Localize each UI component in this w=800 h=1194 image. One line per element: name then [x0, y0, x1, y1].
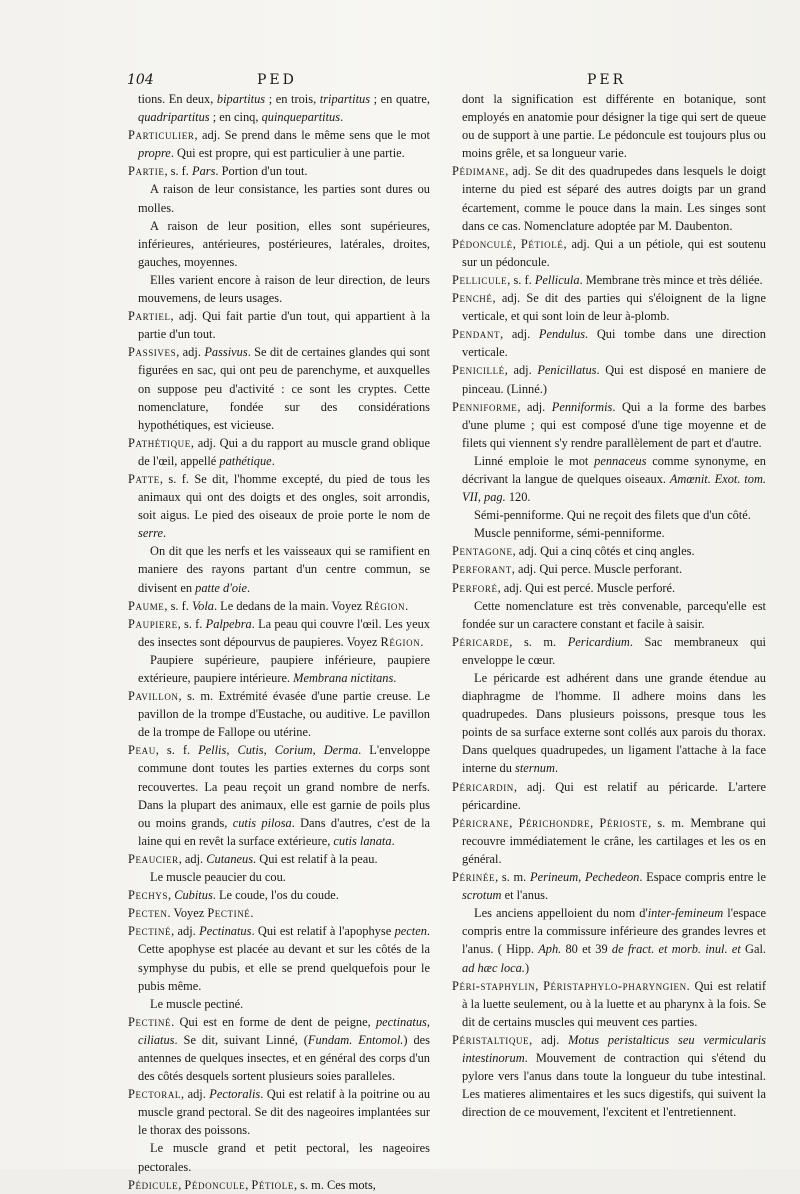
dictionary-entry: Perforant, adj. Qui perce. Muscle perforant.	[452, 562, 683, 577]
dictionary-entry: Linné emploie le mot pennaceus comme synonyme, en décrivant la langue de quelques oiseaux. Amœnit. Exot. tom. VII, pag. 120.	[462, 453, 766, 505]
dictionary-entry: Passives, adj. Passivus. Se dit de certaines glandes qui sont figurées en sac, qui ont peu de parenchyme, et auxquelles on suppose peu d'activité : ce sont les cryptes. Cette nomenclature, fondée sur des considérations hypothétiques, est vicieuse.	[128, 345, 431, 432]
dictionary-entry: Le péricarde est adhérent dans une grande étendue au diaphragme de l'homme. Il adhere moins dans les quadrupedes. Dans plusieurs poissons, presque tous les points de sa surface externe sont collés aux parois du thorax. Dans quelques quadrupedes, un ligament l'attache à la face interne du sternum.	[462, 671, 766, 776]
running-head-right: PER	[587, 72, 627, 88]
dictionary-entry: Paupiere supérieure, paupiere inférieure, paupiere extérieure, paupiere intérieure. Membrana nictitans.	[138, 652, 430, 685]
dictionary-entry: Périnée, s. m. Perineum, Pechedeon. Espace compris entre le scrotum et l'anus.	[452, 870, 767, 903]
dictionary-entry: Paume, s. f. Vola. Le dedans de la main. Voyez Région.	[128, 598, 409, 613]
dictionary-entry: Pédonculé, Pétiolé, adj. Qui a un pétiole, qui est soutenu sur un pédoncule.	[452, 236, 766, 269]
right-column	[452, 90, 766, 1121]
dictionary-entry: Sémi-penniforme. Qui ne reçoit des filets que d'un côté.	[474, 508, 751, 523]
dictionary-entry: Pendant, adj. Pendulus. Qui tombe dans une direction verticale.	[452, 327, 766, 360]
dictionary-entry: Muscle penniforme, sémi-penniforme.	[474, 526, 665, 541]
dictionary-entry: Penniforme, adj. Penniformis. Qui a la forme des barbes d'une plume ; qui est composé d'une tige moyenne et de filets qui viennent s'y rendre parallèlement de part et d'autre.	[452, 399, 767, 450]
dictionary-entry: Péristaltique, adj. Motus peristalticus seu vermicularis intestinorum. Mouvement de contraction qui s'étend du pylore vers l'anus dans toute la longueur du tube intestinal. Les matieres alimentaires et les sucs digestifs, qui suivent la direction de ce mouvement, l'excitent et l'entretiennent.	[452, 1032, 766, 1120]
dictionary-entry: Particulier, adj. Se prend dans le même sens que le mot propre. Qui est propre, qui est particulier à une partie.	[128, 128, 430, 161]
left-column	[128, 90, 430, 1194]
dictionary-entry: Pathétique, adj. Qui a du rapport au muscle grand oblique de l'œil, appellé pathétique.	[128, 435, 430, 468]
dictionary-entry: Elles varient encore à raison de leur direction, de leurs mouvemens, de leurs usages.	[138, 272, 430, 306]
dictionary-entry: Pechys, Cubitus. Le coude, l'os du coude.	[128, 888, 339, 903]
running-head-left: PED	[257, 72, 297, 88]
dictionary-entry: Pectoral, adj. Pectoralis. Qui est relatif à la poitrine ou au muscle grand pectoral. Se dit des nageoires implantées sur le thorax des poissons.	[128, 1087, 431, 1138]
dictionary-entry: Le muscle grand et petit pectoral, les nageoires pectorales.	[138, 1141, 430, 1174]
dictionary-entry: Perforé, adj. Qui est percé. Muscle perforé.	[452, 580, 676, 595]
dictionary-entry: A raison de leur position, elles sont supérieures, inférieures, antérieures, postérieures, latérales, droites, gauches, moyennes.	[138, 218, 430, 269]
dictionary-entry: Pavillon, s. m. Extrémité évasée d'une partie creuse. Le pavillon de la trompe d'Eustache, ou auditive. Le pavillon de la trompe de Fallope ou utérine.	[128, 689, 430, 740]
dictionary-entry: dont la signification est différente en botanique, sont employés en anatomie pour désigner la tige qui sert de queue ou de support à une partie. Le pédoncule est toujours plus ou moins grêle, et sa longueur varie.	[462, 92, 766, 161]
dictionary-entry: Pédicule, Pédoncule, Pétiole, s. m. Ces mots,	[128, 1177, 376, 1192]
dictionary-entry: Pectiné, adj. Pectinatus. Qui est relatif à l'apophyse pecten. Cette apophyse est placée au devant et sur les côtés de la symphyse du pubis, et elle se prend quelquefois pour le pubis même.	[128, 924, 431, 993]
dictionary-entry: Pédimane, adj. Se dit des quadrupedes dans lesquels le doigt interne du pied est séparé des autres doigts par un grand écartement, comme le pouce dans la main. Les singes sont dans ce cas. Nomenclature adoptée par M. Daubenton.	[452, 164, 766, 233]
dictionary-entry: Patte, s. f. Se dit, l'homme excepté, du pied de tous les animaux qui ont des doigts et des ongles, soit arrondis, soit aigus. Le pied des oiseaux de proie porte le nom de serre.	[128, 471, 430, 541]
dictionary-entry: Le muscle peaucier du cou.	[150, 870, 286, 885]
dictionary-entry: Pectiné. Qui est en forme de dent de peigne, pectinatus, ciliatus. Se dit, suivant Linné, (Fundam. Entomol.) des antennes de quelques insectes, et en général des corps d'un des côtés desquels sortent plusieurs soies paralleles.	[128, 1014, 430, 1084]
dictionary-entry: Partie, s. f. Pars. Portion d'un tout.	[128, 164, 308, 179]
dictionary-entry: Péricarde, s. m. Pericardium. Sac membraneux qui enveloppe le cœur.	[452, 634, 766, 667]
dictionary-entry: Péricardin, adj. Qui est relatif au péricarde. L'artere péricardine.	[452, 779, 766, 812]
dictionary-entry: Paupiere, s. f. Palpebra. La peau qui couvre l'œil. Les yeux des insectes sont dépourvus de paupieres. Voyez Région.	[128, 616, 430, 649]
dictionary-entry: Les anciens appelloient du nom d'inter-femineum l'espace compris entre la commissure inférieure des grandes levres et l'anus. ( Hipp. Aph. 80 et 39 de fract. et morb. inul. et Gal. ad hæc loca.)	[462, 906, 766, 975]
dictionary-entry: Penicillé, adj. Penicillatus. Qui est disposé en maniere de pinceau. (Linné.)	[452, 363, 766, 396]
dictionary-entry: Peaucier, adj. Cutaneus. Qui est relatif à la peau.	[128, 851, 378, 866]
dictionary-entry: A raison de leur consistance, les parties sont dures ou molles.	[138, 182, 430, 215]
dictionary-entry: Pentagone, adj. Qui a cinq côtés et cinq angles.	[452, 544, 695, 559]
dictionary-entry: Péri-staphylin, Péristaphylo-pharyngien. Qui est relatif à la luette seulement, ou à la luette et au pharynx à la fois. Se dit de certains muscles qui meuvent ces parties.	[452, 978, 766, 1029]
dictionary-entry: tions. En deux, bipartitus ; en trois, tripartitus ; en quatre, quadripartitus ; en cinq, quinquepartitus.	[138, 92, 430, 125]
dictionary-entry: Partiel, adj. Qui fait partie d'un tout, qui appartient à la partie d'un tout.	[128, 309, 430, 342]
dictionary-entry: Le muscle pectiné.	[150, 996, 244, 1011]
dictionary-entry: Cette nomenclature est très convenable, parcequ'elle est fondée sur un caractere constant et facile à saisir.	[462, 598, 766, 631]
dictionary-entry: Péricrane, Périchondre, Périoste, s. m. Membrane qui recouvre immédiatement le crâne, les cartilages et les os en général.	[452, 815, 767, 866]
page-number: 104	[127, 72, 154, 88]
dictionary-entry: Pellicule, s. f. Pellicula. Membrane très mince et très déliée.	[452, 272, 763, 287]
dictionary-entry: On dit que les nerfs et les vaisseaux qui se ramifient en maniere des rayons partant d'un centre commun, se divisent en patte d'oie.	[138, 544, 430, 595]
dictionary-entry: Pecten. Voyez Pectiné.	[128, 906, 254, 921]
dictionary-entry: Peau, s. f. Pellis, Cutis, Corium, Derma. L'enveloppe commune dont toutes les parties externes du corps sont recouvertes. La peau reçoit un grand nombre de nerfs. Dans la plupart des animaux, elle est garnie de poils plus ou moins grands, cutis pilosa. Dans d'autres, c'est de la laine qui en revêt la surface extérieure, cutis lanata.	[128, 743, 431, 848]
dictionary-entry: Penché, adj. Se dit des parties qui s'éloignent de la ligne verticale, et qui sont loin de leur à-plomb.	[452, 291, 766, 324]
